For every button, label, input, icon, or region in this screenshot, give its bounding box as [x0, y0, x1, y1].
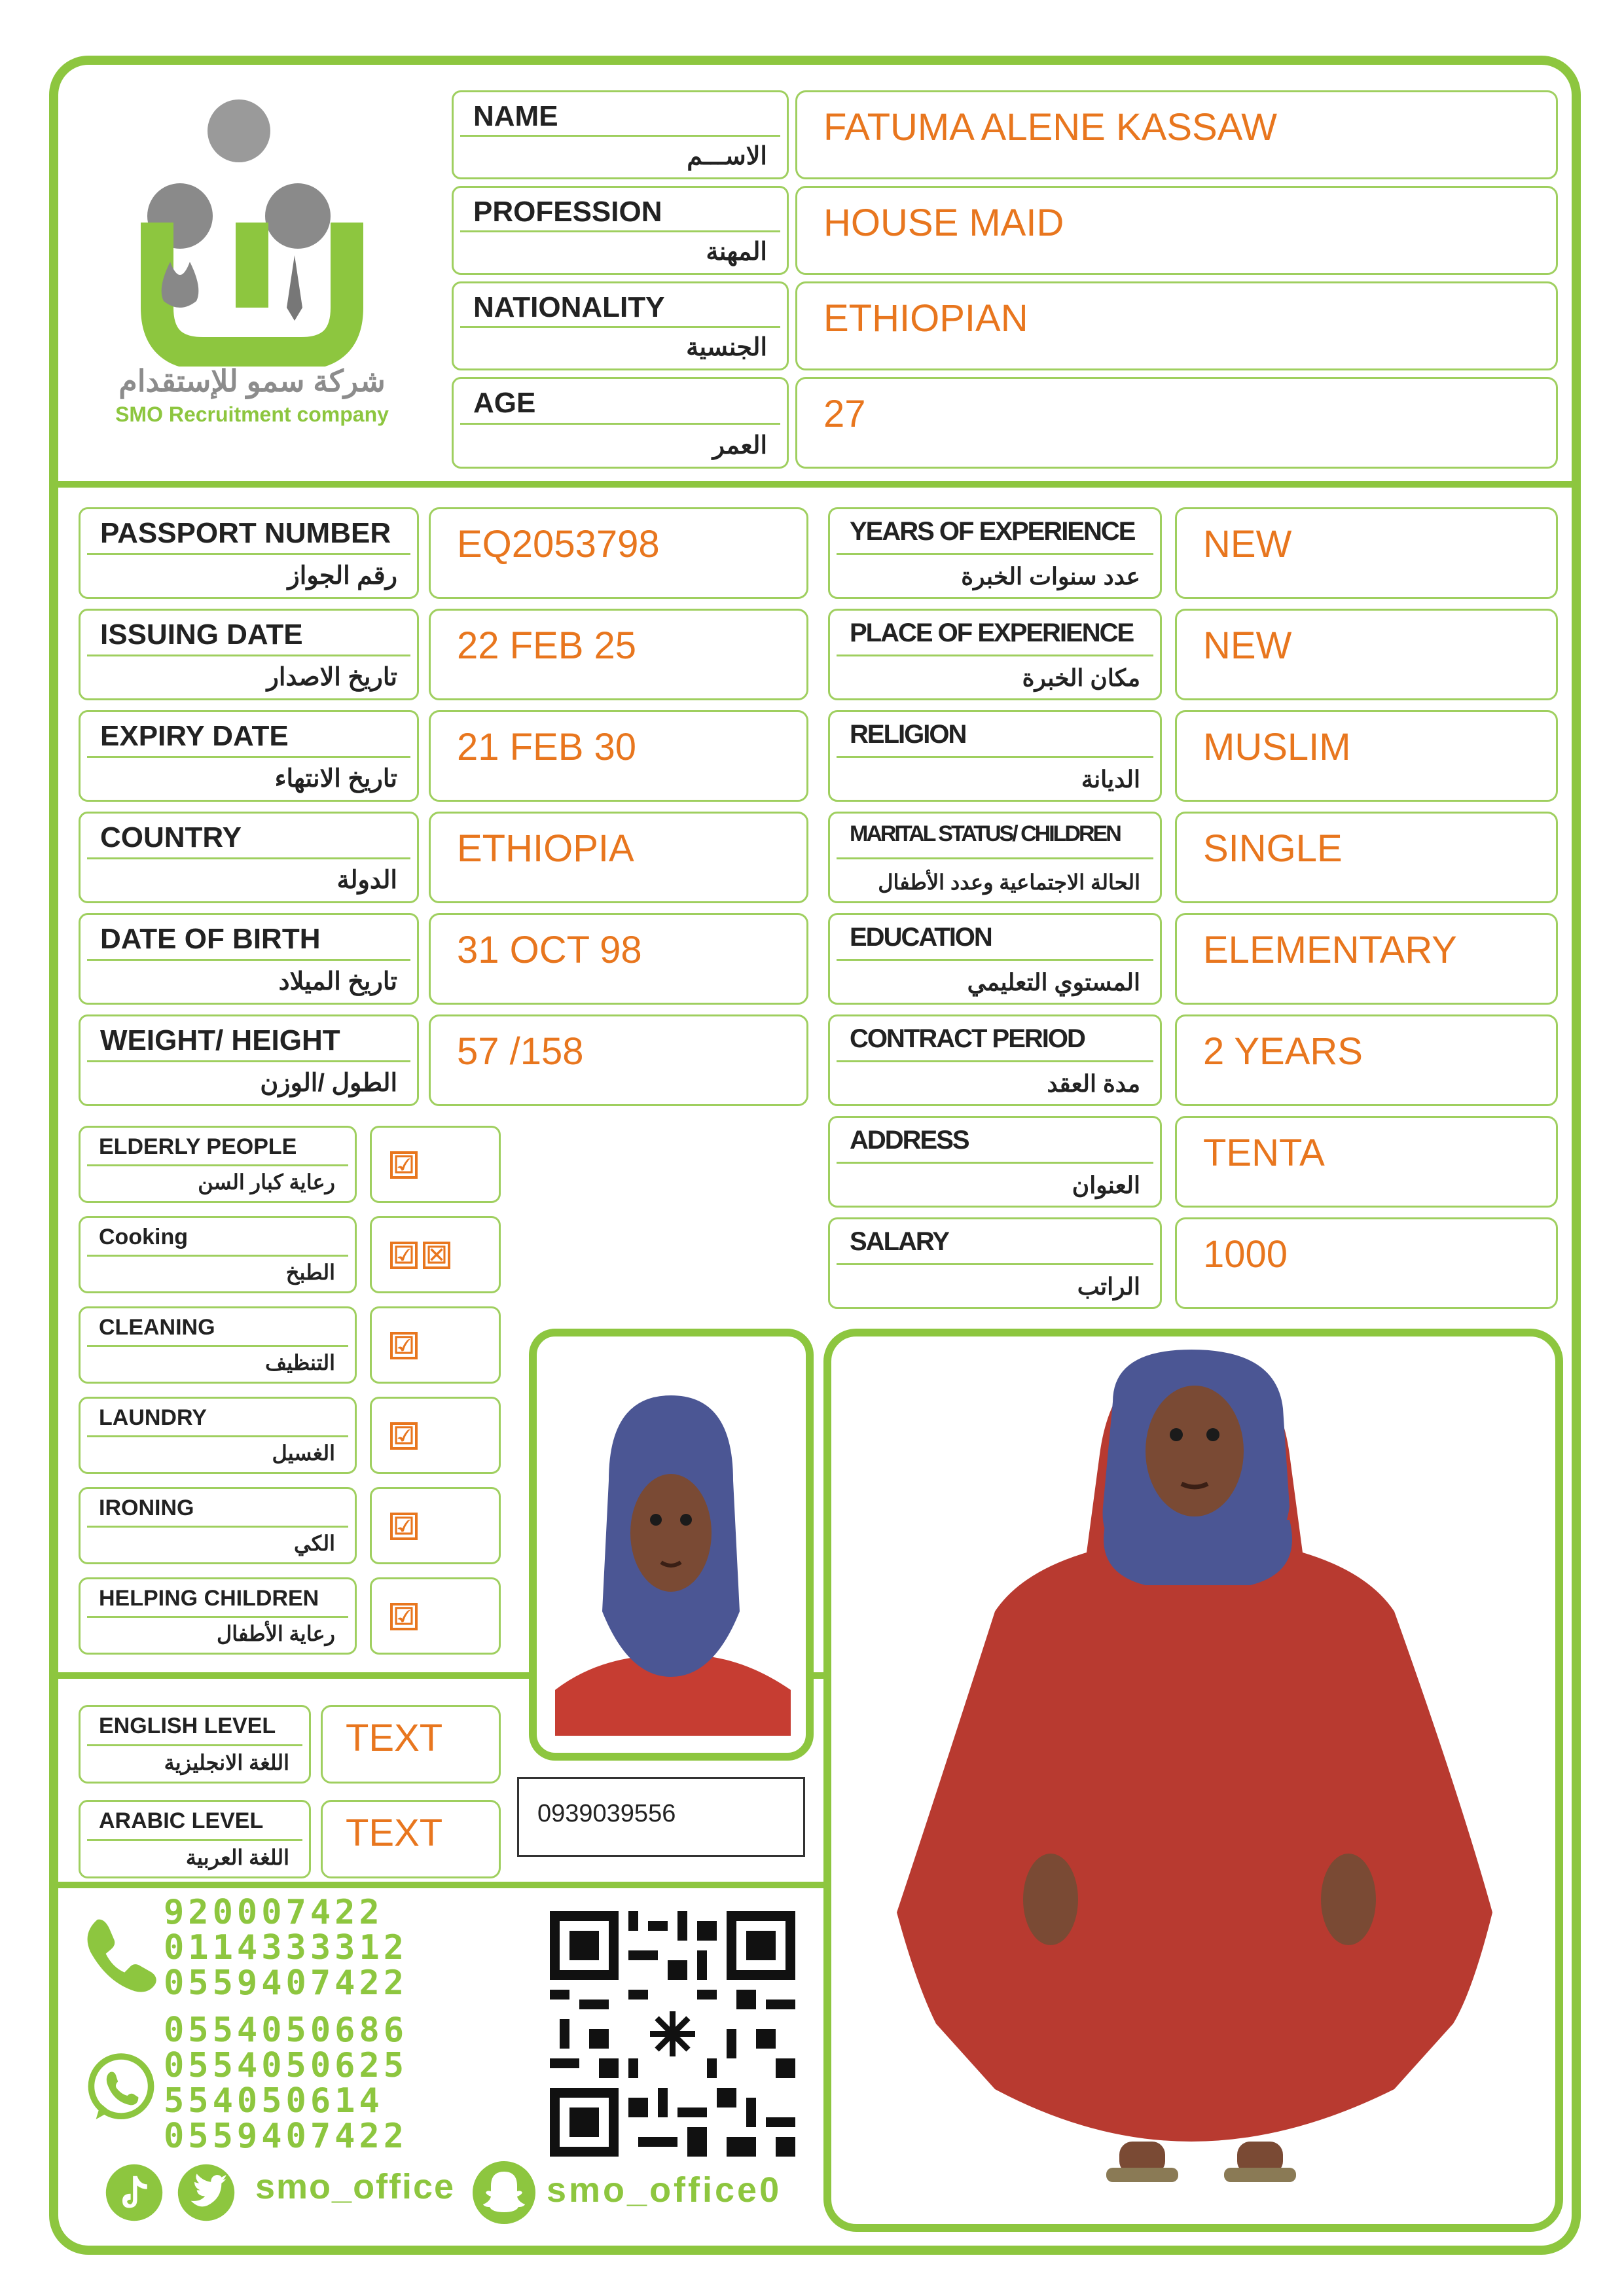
skill-elderly-label: ELDERLY PEOPLE رعاية كبار السن: [79, 1126, 357, 1203]
logo-name-en: SMO Recruitment company: [115, 403, 389, 426]
salary-value: 1000: [1175, 1217, 1558, 1309]
age-value: 27: [795, 377, 1558, 469]
phone-icon: [79, 1911, 164, 1996]
date-of-birth-value: 31 OCT 98: [429, 913, 808, 1005]
snapchat-icon: [471, 2160, 537, 2225]
divider-footer: [52, 1882, 825, 1888]
education-label: EDUCATION المستوي التعليمي: [828, 913, 1162, 1005]
checkbox-checked-icon: ☑: [390, 1151, 418, 1179]
salary-label: SALARY الراتب: [828, 1217, 1162, 1309]
english-level-label: ENGLISH LEVEL اللغة الانجليزية: [79, 1705, 311, 1784]
contact-number: 0939039556: [537, 1800, 676, 1827]
portrait-photo: [537, 1336, 806, 1753]
arabic-level-label: ARABIC LEVEL اللغة العربية: [79, 1800, 311, 1878]
weight-height-label: WEIGHT/ HEIGHT الطول /الوزن: [79, 1014, 419, 1106]
place-experience-value: NEW: [1175, 609, 1558, 700]
years-experience-value: NEW: [1175, 507, 1558, 599]
place-experience-label: PLACE OF EXPERIENCE مكان الخبرة: [828, 609, 1162, 700]
skill-elderly-check[interactable]: [370, 1126, 501, 1203]
skill-cleaning-check[interactable]: [370, 1306, 501, 1384]
contract-period-value: 2 YEARS: [1175, 1014, 1558, 1106]
phone-numbers: 920007422 0114333312 0559407422: [164, 1893, 408, 2003]
nationality-label: NATIONALITY الجنسية: [452, 281, 789, 370]
skill-laundry-check[interactable]: [370, 1397, 501, 1474]
skill-laundry-label: LAUNDRY الغسيل: [79, 1397, 357, 1474]
checkbox-checked-icon: ☑: [390, 1332, 418, 1359]
name-label: NAME الاســـم: [452, 90, 789, 179]
full-body-photo: [831, 1336, 1555, 2224]
passport-number-value: EQ2053798: [429, 507, 808, 599]
skill-children-label: HELPING CHILDREN رعاية الأطفال: [79, 1577, 357, 1655]
arabic-level-value: TEXT: [321, 1800, 501, 1878]
country-label: COUNTRY الدولة: [79, 812, 419, 903]
logo-name-ar: شركة سمو للإستقدام: [118, 364, 386, 398]
logo-mark-icon: [98, 92, 406, 367]
checkbox-checked-icon: ☑: [390, 1603, 418, 1630]
social-handle-1: smo_office: [255, 2167, 456, 2206]
issuing-date-value: 22 FEB 25: [429, 609, 808, 700]
address-label: ADDRESS العنوان: [828, 1116, 1162, 1208]
name-value: FATUMA ALENE KASSAW: [795, 90, 1558, 179]
company-logo: [98, 92, 406, 432]
nationality-value: ETHIOPIAN: [795, 281, 1558, 370]
portrait-photo-frame: [529, 1329, 814, 1761]
marital-status-value: SINGLE: [1175, 812, 1558, 903]
age-label: AGE العمر: [452, 377, 789, 469]
address-value: TENTA: [1175, 1116, 1558, 1208]
whatsapp-numbers: 0554050686 0554050625 554050614 0559407422: [164, 2011, 408, 2156]
skill-cleaning-label: CLEANING التنظيف: [79, 1306, 357, 1384]
twitter-icon: [177, 2163, 236, 2222]
expiry-date-label: EXPIRY DATE تاريخ الانتهاء: [79, 710, 419, 802]
skill-children-check[interactable]: [370, 1577, 501, 1655]
whatsapp-icon: [82, 2049, 160, 2127]
profession-label: PROFESSION المهنة: [452, 186, 789, 275]
skill-cooking-check[interactable]: [370, 1216, 501, 1293]
expiry-date-value: 21 FEB 30: [429, 710, 808, 802]
issuing-date-label: ISSUING DATE تاريخ الاصدار: [79, 609, 419, 700]
checkbox-checked-icon: ☑: [390, 1422, 418, 1450]
religion-label: RELIGION الديانة: [828, 710, 1162, 802]
country-value: ETHIOPIA: [429, 812, 808, 903]
skill-ironing-check[interactable]: [370, 1487, 501, 1564]
skill-cooking-label: Cooking الطبخ: [79, 1216, 357, 1293]
divider-header: [52, 481, 1578, 488]
years-experience-label: YEARS OF EXPERIENCE عدد سنوات الخبرة: [828, 507, 1162, 599]
religion-value: MUSLIM: [1175, 710, 1558, 802]
checkbox-checked-icon: ☑: [390, 1242, 418, 1269]
profession-value: HOUSE MAID: [795, 186, 1558, 275]
passport-number-label: PASSPORT NUMBER رقم الجواز: [79, 507, 419, 599]
contact-number-box: [517, 1777, 805, 1857]
qr-code: [550, 1911, 795, 2157]
contract-period-label: CONTRACT PERIOD مدة العقد: [828, 1014, 1162, 1106]
english-level-value: TEXT: [321, 1705, 501, 1784]
education-value: ELEMENTARY: [1175, 913, 1558, 1005]
weight-height-value: 57 /158: [429, 1014, 808, 1106]
skill-ironing-label: IRONING الكي: [79, 1487, 357, 1564]
tiktok-icon: [105, 2163, 164, 2222]
date-of-birth-label: DATE OF BIRTH تاريخ الميلاد: [79, 913, 419, 1005]
marital-status-label: MARITAL STATUS/ CHILDREN الحالة الاجتماعية وعدد الأطفال: [828, 812, 1162, 903]
social-handle-2: smo_office0: [547, 2170, 782, 2210]
checkbox-checked-icon: ☑: [390, 1513, 418, 1540]
full-body-photo-frame: [823, 1329, 1563, 2232]
checkbox-crossed-icon: ☒: [423, 1242, 450, 1269]
